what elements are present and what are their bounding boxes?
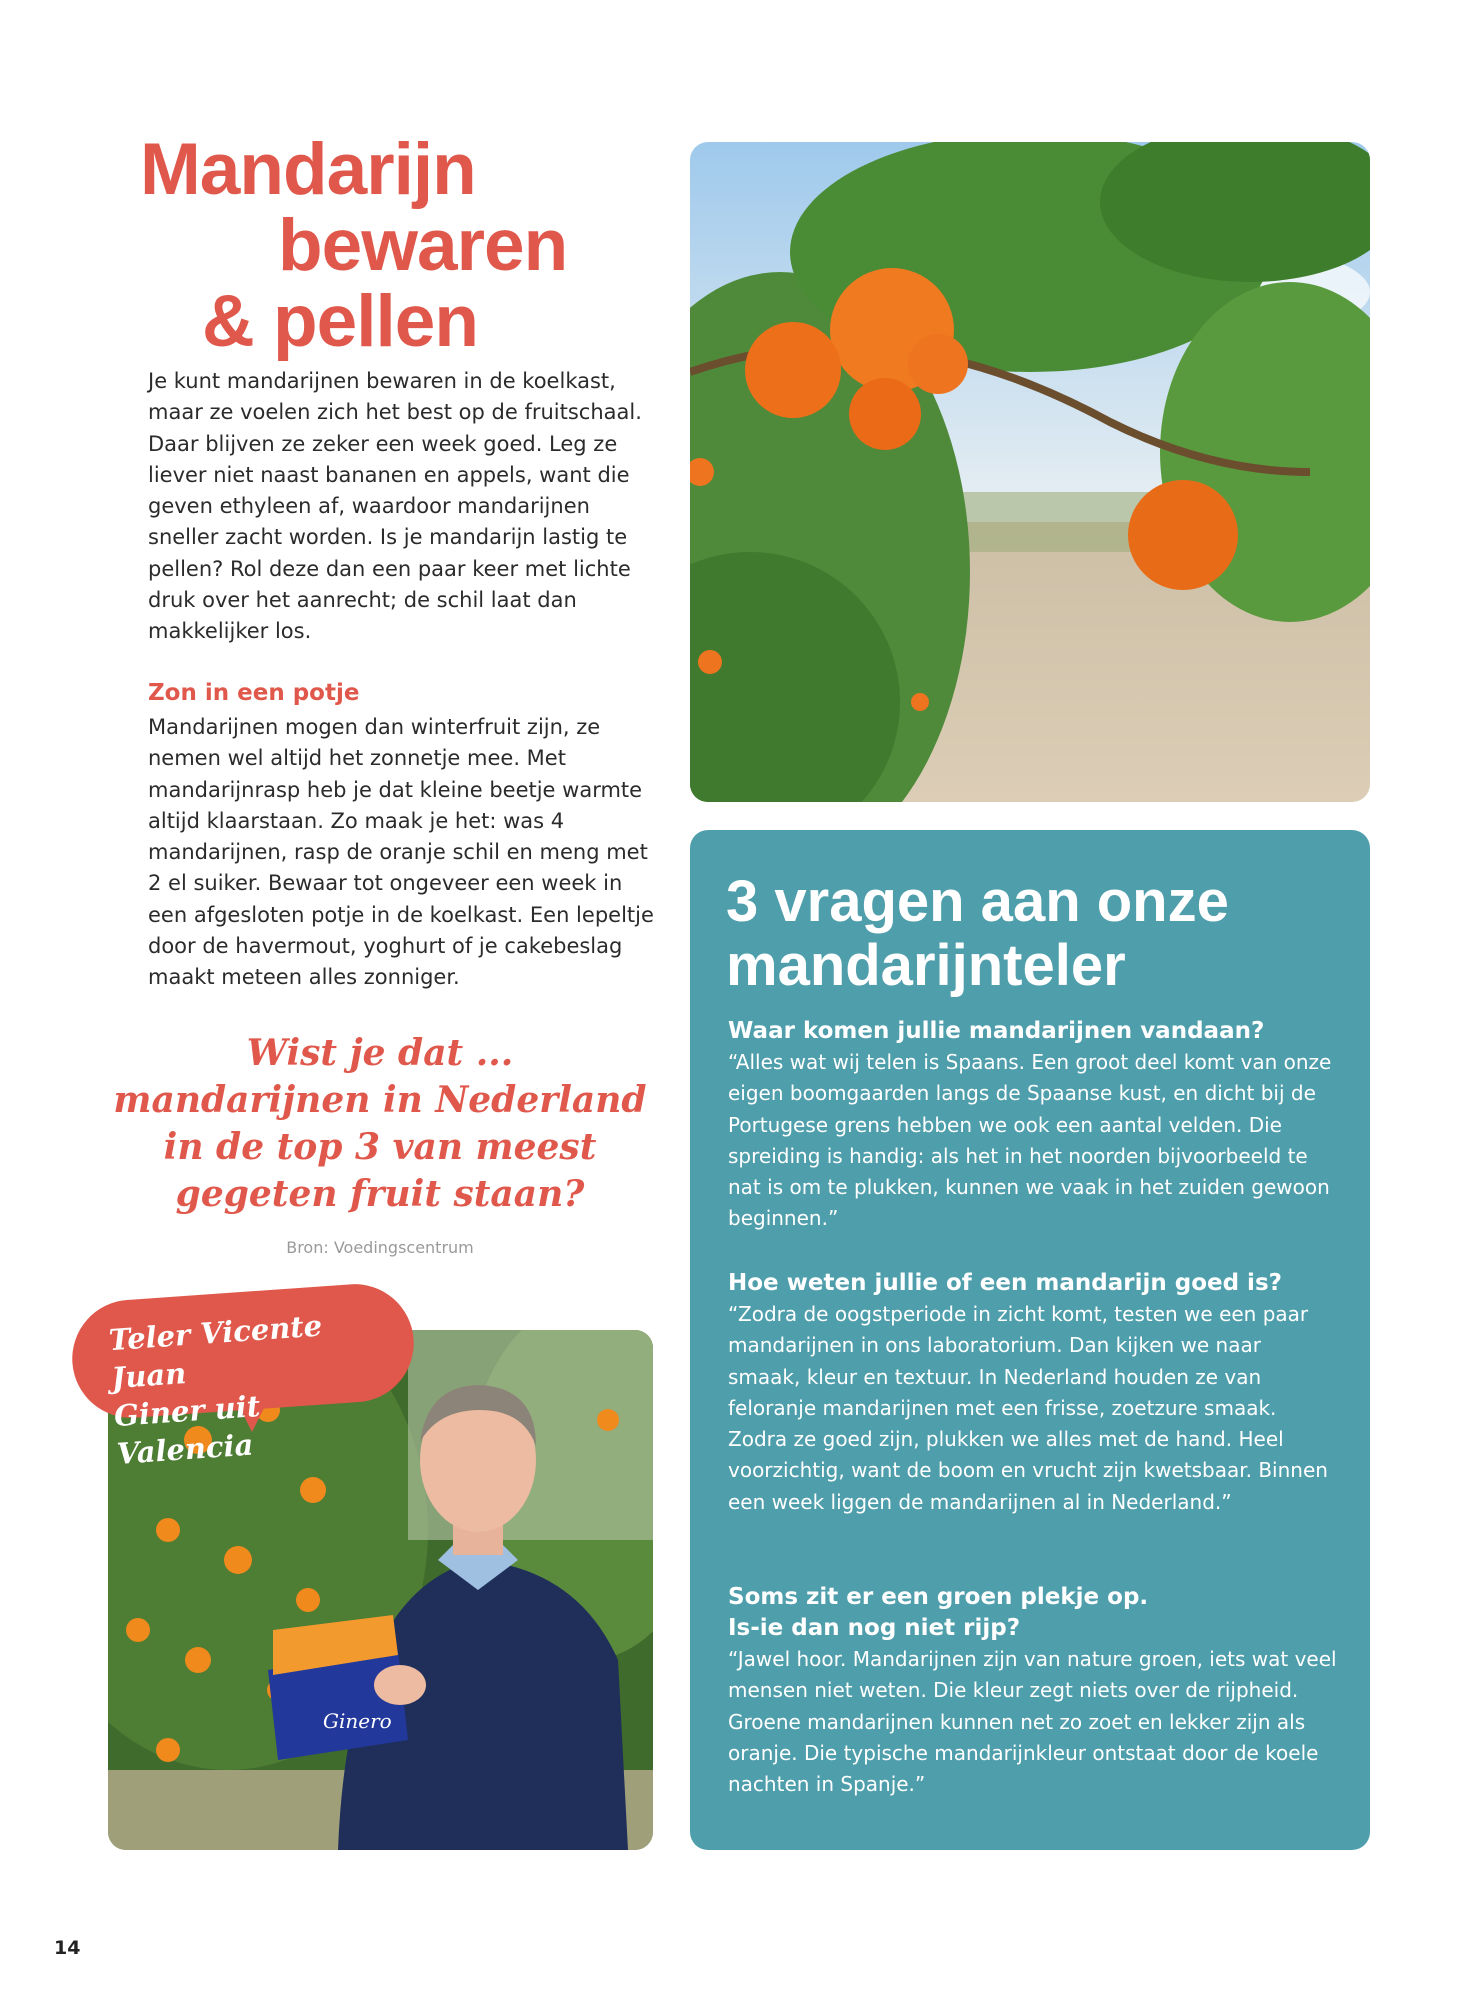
- farmer-name-bubble: [68, 1280, 417, 1472]
- qa-answer: “Zodra de oogstperiode in zicht komt, testen we een paar mandarijnen in ons laboratorium. Dan kijken we naar smaak, kleur en textuur. In Nederland houden ze van feloranje mandarijnen met een frisse, zoetzure smaak. Zodra ze goed zijn, plukken we alles met de hand. Heel voorzichtig, want de boom en vrucht zijn kwetsbaar. Binnen een week liggen de mandarijnen al in Nederland.”: [728, 1302, 1328, 1514]
- qa-answer: “Jawel hoor. Mandarijnen zijn van nature groen, iets wat veel mensen niet weten. Die kleur zegt niets over de rijpheid. Groene mandarijnen kunnen net zo zoet en lekker zijn als oranje. Die typische mandarijnkleur ontstaat door de koele nachten in Spanje.”: [728, 1647, 1337, 1797]
- quote-line-4: gegeten fruit staan?: [175, 1173, 585, 1215]
- quote-line-1: Wist je dat ...: [246, 1032, 514, 1074]
- section-paragraph-zon: Mandarijnen mogen dan winterfruit zijn, ze nemen wel altijd het zonnetje mee. Met mandarijnrasp heb je dat kleine beetje warmte altijd klaarstaan. Zo maak je het: was 4 mandarijnen, rasp de oranje schil en meng met 2 el suiker. Bewaar tot ongeveer een week in een afgesloten potje in de koelkast. Een lepeltje door de havermout, yoghurt of je cakebeslag maakt meteen alles zonniger.: [148, 715, 654, 990]
- title-line-3: & pellen: [202, 281, 478, 362]
- qa-question-line-1: Soms zit er een groen plekje op.: [728, 1584, 1149, 1610]
- qa-item: [728, 1268, 1338, 1518]
- bubble-line-2: Giner uit Valencia: [113, 1388, 262, 1472]
- qa-title: 3 vragen aan onze mandarijnteler: [726, 869, 1229, 998]
- qa-question: Waar komen jullie mandarijnen vandaan?: [728, 1018, 1265, 1044]
- page-number: 14: [54, 1937, 81, 1959]
- title-line-1: Mandarijn: [140, 129, 476, 210]
- article-title: [140, 129, 660, 362]
- mandarin-tree-photo: [690, 142, 1370, 802]
- qa-item: [728, 1016, 1338, 1235]
- qa-answer: “Alles wat wij telen is Spaans. Een groot deel komt van onze eigen boomgaarden langs de Spaanse kust, en dicht bij de Portugese grens hebben we ook een aantal velden. Die spreiding is handig: als het in het noorden bijvoorbeeld te nat is om te plukken, kunnen we vaak in het zuiden gewoon beginnen.”: [728, 1050, 1332, 1231]
- title-line-2: bewaren: [278, 205, 568, 286]
- quote-line-2: mandarijnen in Nederland: [113, 1079, 647, 1121]
- section-heading-zon: Zon in een potje: [148, 680, 360, 706]
- qa-item: [728, 1582, 1338, 1800]
- qa-question-line-2: Is-ie dan nog niet rijp?: [728, 1615, 1021, 1641]
- bubble-line-1: Teler Vicente Juan: [107, 1308, 324, 1396]
- qa-box: [690, 830, 1370, 1850]
- qa-question: Hoe weten jullie of een mandarijn goed is?: [728, 1270, 1282, 1296]
- quote-source: Bron: Voedingscentrum: [286, 1238, 474, 1257]
- intro-paragraph: Je kunt mandarijnen bewaren in de koelkast, maar ze voelen zich het best op de fruitschaal. Daar blijven ze zeker een week goed. Leg ze liever niet naast bananen en appels, want die geven ethyleen af, waardoor mandarijnen sneller zacht worden. Is je mandarijn lastig te pellen? Rol deze dan een paar keer met lichte druk over het aanrecht; de schil laat dan makkelijker los.: [148, 369, 642, 644]
- did-you-know-quote: [100, 1030, 660, 1218]
- quote-line-3: in de top 3 van meest: [163, 1126, 597, 1168]
- box-label: Ginero: [323, 1709, 392, 1733]
